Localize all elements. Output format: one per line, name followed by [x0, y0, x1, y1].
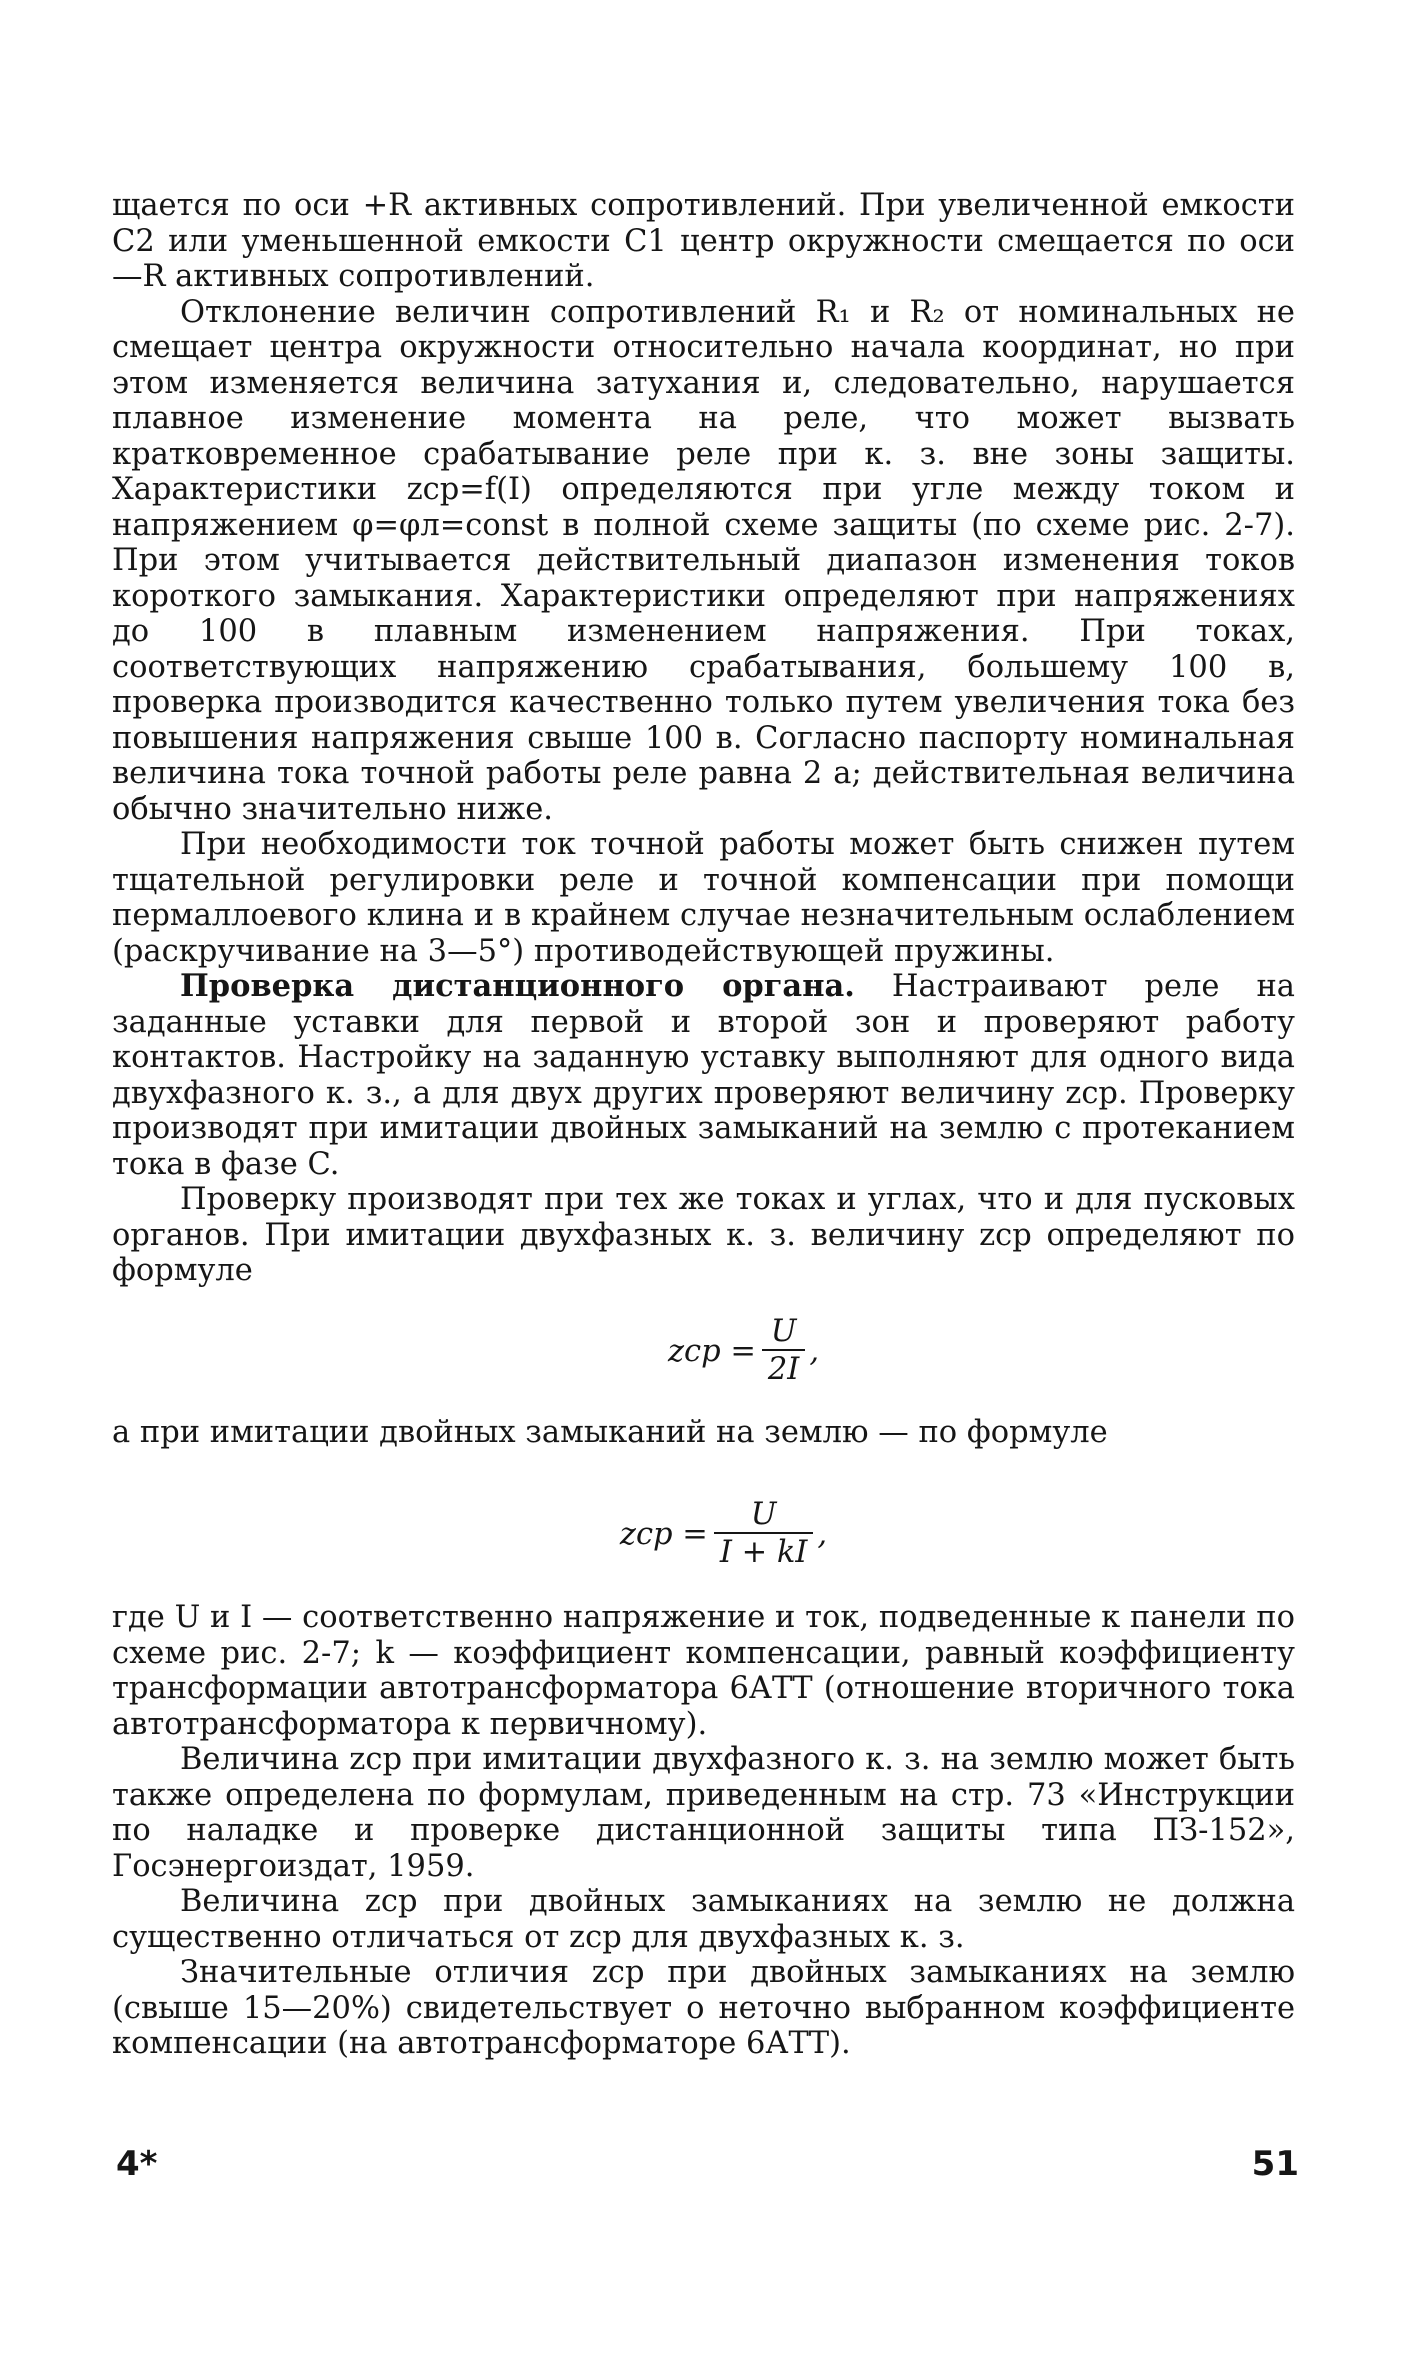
formula-comma: ,	[809, 1333, 820, 1369]
paragraph: а при имитации двойных замыканий на землю — по формуле	[112, 1414, 1108, 1450]
page-number: 51	[1251, 2144, 1299, 2184]
paragraph-text: Настраивают реле на заданные уставки для первой и второй зон и проверяют работу контактов. Настройку на заданную уставку выполняют для одного вида двухфазного к. з., а для двух других проверяют величину zср. Проверку производят при имитации двойных замыканий на землю с протеканием тока в фазе C.	[112, 969, 1295, 1182]
formula-double-ground	[152, 1470, 1295, 1600]
formula-denominator: 2I	[762, 1349, 805, 1389]
paragraph: Проверку производят при тех же токах и углах, что и для пусковых органов. При имитации двухфазных к. з. величину zср определяют по формуле	[112, 1182, 1295, 1288]
paragraph: При необходимости ток точной работы может быть снижен путем тщательной регулировки реле и точной компенсации при помощи пермаллоевого клина и в крайнем случае незначительным ослаблением (раскручивание на 3—5°) противодействующей пружины.	[112, 827, 1295, 969]
paragraph: щается по оси +R активных сопротивлений. При увеличенной емкости C2 или уменьшенной емкости C1 центр окружности смещается по оси —R активных сопротивлений.	[112, 188, 1295, 294]
formula-comma: ,	[817, 1517, 828, 1553]
page-footer	[116, 2144, 1299, 2188]
formula-denominator: I + kI	[714, 1532, 814, 1572]
paragraph: Величина zср при имитации двухфазного к. з. на землю может быть также определена по формулам, приведенным на стр. 73 «Инструкции по наладке и проверке дистанционной защиты типа ПЗ-152», Госэнергоиздат, 1959.	[112, 1742, 1295, 1884]
formula-numerator: U	[750, 1497, 777, 1532]
paragraph	[112, 969, 1295, 1182]
page-body	[112, 188, 1295, 2062]
signature-mark: 4*	[116, 2144, 158, 2184]
paragraph: Величина zср при двойных замыканиях на землю не должна существенно отличаться от zср для двухфазных к. з.	[112, 1884, 1295, 1955]
formula-fraction	[714, 1498, 814, 1572]
paragraph: Отклонение величин сопротивлений R₁ и R₂ от номинальных не смещает центра окружности относительно начала координат, но при этом изменяется величина затухания и, следовательно, нарушается плавное изменение момента на реле, что может вызвать кратковременное срабатывание реле при к. з. вне зоны защиты. Характеристики zср=f(I) определяются при угле между током и напряжением φ=φл=const в полной схеме защиты (по схеме рис. 2-7). При этом учитывается действительный диапазон изменения токов короткого замыкания. Характеристики определяют при напряжениях до 100 в плавным изменением напряжения. При токах, соответствующих напряжению срабатывания, большему 100 в, проверка производится качественно только путем увеличения тока без повышения напряжения свыше 100 в. Согласно паспорту номинальная величина тока точной работы реле равна 2 а; действительная величина обычно значительно ниже.	[112, 294, 1295, 827]
formula-lhs: zср =	[619, 1517, 708, 1553]
formula-lhs: zср =	[667, 1333, 756, 1369]
section-heading: Проверка дистанционного органа.	[180, 968, 855, 1004]
formula-numerator: U	[770, 1313, 797, 1349]
paragraph: Значительные отличия zср при двойных замыканиях на землю (свыше 15—20%) свидетельствует о неточно выбранном коэффициенте компенсации (на автотрансформаторе 6АТТ).	[112, 1955, 1295, 2061]
paragraph: где U и I — соответственно напряжение и ток, подведенные к панели по схеме рис. 2-7; k — коэффициент компенсации, равный коэффициенту трансформации автотрансформатора 6АТТ (отношение вторичного тока автотрансформатора к первичному).	[112, 1600, 1295, 1742]
formula-fraction	[762, 1315, 805, 1389]
formula-two-phase	[192, 1289, 1295, 1415]
